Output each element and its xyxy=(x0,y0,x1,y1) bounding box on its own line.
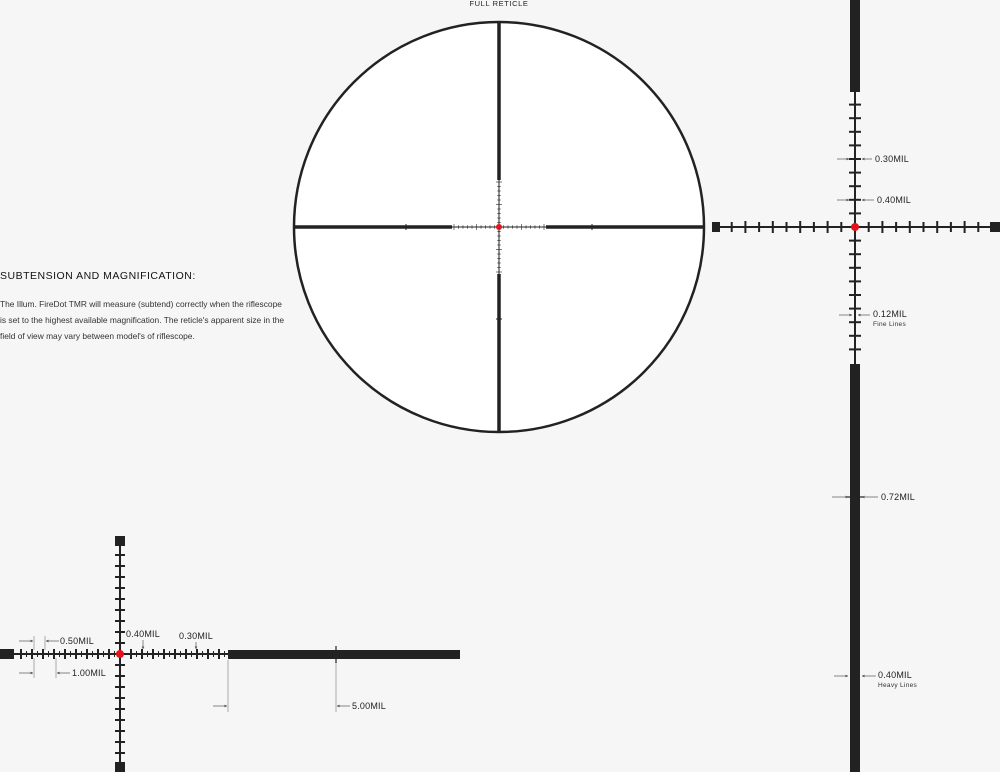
horizontal-right-post-end xyxy=(990,222,1000,232)
label-040mil-horizontal: 0.40MIL xyxy=(126,629,160,639)
full-reticle-title: FULL RETICLE xyxy=(469,0,529,8)
horizontal-detail-heavy-post xyxy=(228,650,460,659)
label-040mil-vertical: 0.40MIL xyxy=(877,195,911,205)
subtension-heading: SUBTENSION AND MAGNIFICATION: xyxy=(0,270,196,282)
vertical-detail-bottom-post xyxy=(850,364,860,772)
horizontal-detail-left-end xyxy=(0,649,14,659)
horizontal-detail-hash-marks xyxy=(21,555,225,764)
label-050mil: 0.50MIL xyxy=(60,636,94,646)
label-040mil-heavy: 0.40MIL xyxy=(878,670,912,680)
label-030mil-vertical: 0.30MIL xyxy=(875,154,909,164)
label-100mil: 1.00MIL xyxy=(72,668,106,678)
horizontal-detail-firedot xyxy=(116,650,124,658)
horizontal-detail-top-end xyxy=(115,536,125,546)
label-012mil: 0.12MIL xyxy=(873,309,907,319)
label-500mil: 5.00MIL xyxy=(352,701,386,711)
vertical-detail-top-post xyxy=(850,0,860,92)
subtension-description: The Illum. FireDot TMR will measure (subtend) correctly when the riflescope is set to the highest available magnification. The reticle's apparent size in the field of view may vary between model's of riflescope. xyxy=(0,299,285,341)
full-reticle xyxy=(294,0,704,432)
horizontal-left-post-end xyxy=(712,222,720,232)
label-heavy-lines: Heavy Lines xyxy=(878,682,918,689)
vertical-detail xyxy=(712,0,1000,772)
label-030mil-horizontal: 0.30MIL xyxy=(179,631,213,641)
label-072mil: 0.72MIL xyxy=(881,492,915,502)
label-fine-lines: Fine Lines xyxy=(873,321,906,328)
horizontal-detail-dimension-arrows xyxy=(19,640,350,706)
firedot-center xyxy=(496,224,502,230)
vertical-detail-firedot xyxy=(851,223,859,231)
horizontal-detail xyxy=(0,536,460,772)
